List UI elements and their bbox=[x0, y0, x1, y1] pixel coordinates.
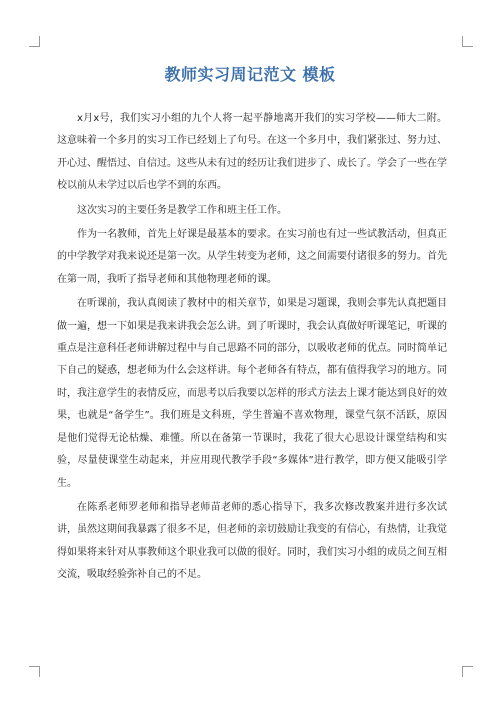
paragraph: 在陈系老师罗老师和指导老师苗老师的悉心指导下，我多次修改教案并进行多次试讲，虽然这期间我暴露了很多不足，但老师的亲切鼓励让我变的有信心，有热情，让我觉得如果将来针对从事教师这个职业我可以做的很好。同时，我们实习小组的成员之间互相交流，吸取经验弥补自己的不足。 bbox=[57, 501, 447, 581]
paragraph: 作为一名教师，首先上好课是最基本的要求。在实习前也有过一些试教活动，但真正的中学教学对我来说还是第一次。从学生转变为老师，这之间需要付诸很多的努力。首先在第一周，我听了指导老师和其他物理老师的课。 bbox=[57, 229, 447, 285]
crop-mark-bottom-left bbox=[29, 666, 40, 677]
paragraph: 在听课前，我认真阅读了教材中的相关章节，如果是习题课，我则会事先认真把题目做一遍，想一下如果是我来讲我会怎么讲。到了听课时，我会认真做好听课笔记，听课的重点是注意科任老师讲解过程中与自己思路不同的部分，以吸收老师的优点。同时简单记下自己的疑惑，想老师为什么会这样讲。每个老师各有特点，都有值得我学习的地方。同时，我注意学生的表情反应，而思考以后我要以怎样的形式方法去上课才能达到良好的效果，也就是“备学生”。我们班是文科班，学生普遍不喜欢物理，课堂气氛不活跃，原因是他们觉得无论枯燥、难懂。所以在备第一节课时，我花了很大心思设计课堂结构和实验，尽量使课堂生动起来，并应用现代教学手段“多媒体”进行教学，即方便又能吸引学生。 bbox=[57, 298, 447, 489]
paragraph: x月x号，我们实习小组的九个人将一起平静地离开我们的实习学校——师大二附。这意味着一个多月的实习工作已经划上了句号。在这一个多月中，我们紧张过、努力过、开心过、醒悟过、自信过。这些从未有过的经历让我们进步了、成长了。学会了一些在学校以前从未学过以后也学不到的东西。 bbox=[57, 113, 447, 192]
crop-mark-top-left bbox=[29, 36, 40, 47]
crop-mark-top-right bbox=[462, 36, 473, 47]
paragraph: 这次实习的主要任务是教学工作和班主任工作。 bbox=[77, 204, 287, 216]
page-title: 教师实习周记范文 模板 bbox=[164, 65, 336, 84]
document-body bbox=[57, 108, 447, 589]
crop-mark-bottom-right bbox=[462, 666, 473, 677]
